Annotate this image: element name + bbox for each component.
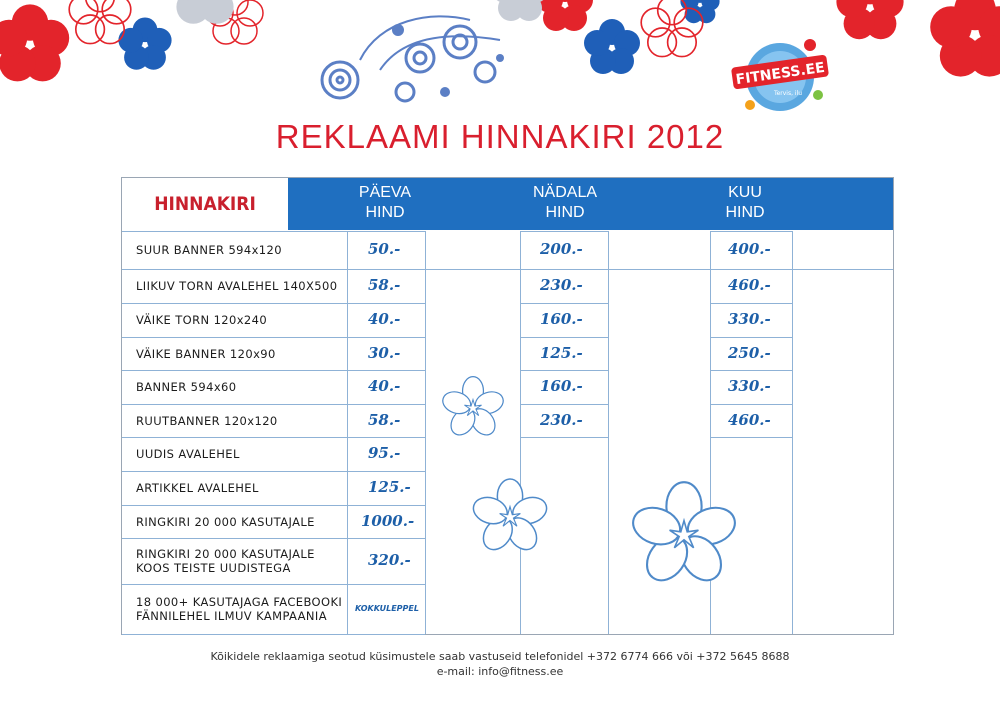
row-divider [710,370,792,371]
price-week: 125.- [540,343,583,362]
table-header-label: HINNAKIRI [122,178,289,230]
row-divider [122,337,347,338]
row-description-line: RUUTBANNER 120x120 [136,413,278,428]
row-description-line: 18 000+ KASUTAJAGA FACEBOOKI [136,595,343,609]
row-divider [347,269,425,270]
column-header-week: NÄDALA HIND [532,184,598,221]
price-week: 160.- [540,377,583,395]
floral-decoration [0,0,1000,120]
row-description-line: BANNER 594x60 [136,380,237,394]
row-divider [347,404,425,405]
price-day: KOKKULEPPEL [355,604,419,613]
row-divider [122,538,347,539]
row-divider [710,337,792,338]
price-week: 230.- [540,276,583,294]
row-divider [122,505,347,506]
row-description-line: FÄNNILEHEL ILMUV KAMPAANIA [136,609,327,623]
column-header-day: PÄEVA HIND [358,184,412,221]
row-divider [520,370,608,371]
row-description [136,243,282,257]
price-week: 230.- [540,410,583,429]
row-divider [520,303,608,304]
price-month: 460.- [728,276,771,294]
row-divider [122,269,347,270]
price-day: 58.- [368,410,401,429]
row-description [136,279,337,293]
price-week: 200.- [540,240,583,258]
row-description-line: RINGKIRI 20 000 KASUTAJALE [136,514,315,529]
row-description [136,380,236,394]
row-divider [520,231,608,232]
row-description-line: VÄIKE TORN 120x240 [136,313,268,327]
row-divider [122,584,347,585]
column-divider [347,231,348,634]
price-day: 320.- [368,551,411,569]
row-description [136,347,276,361]
row-divider [520,437,608,438]
column-divider [792,231,793,634]
footer-email: e-mail: info@fitness.ee [436,665,564,678]
footer-contact: Kõikidele reklaamiga seotud küsimustele saab vastuseid telefonidel +372 6774 666 või +372 5645 8688 [210,650,790,663]
svg-text:Tervis, ilu: Tervis, ilu [773,90,803,97]
row-description-line: SUUR BANNER 594x120 [136,243,282,257]
row-description [136,447,240,461]
row-divider [347,437,425,438]
row-divider [792,269,893,270]
row-divider [347,303,425,304]
row-divider [122,404,347,405]
price-month: 330.- [728,377,771,395]
price-day: 40.- [368,310,401,328]
row-divider [710,437,792,438]
row-divider [347,584,425,585]
column-divider [608,231,609,634]
row-divider [710,231,792,232]
price-day: 58.- [368,276,401,294]
row-divider [520,337,608,338]
price-month: 250.- [728,343,771,362]
row-divider [520,269,608,270]
row-description [136,313,267,327]
row-divider [347,370,425,371]
row-divider [122,303,347,304]
row-divider [710,404,792,405]
column-divider [520,231,521,634]
row-divider [710,303,792,304]
row-description-line: KOOS TEISTE UUDISTEGA [136,561,291,575]
row-divider [425,269,520,270]
row-description [136,595,342,623]
price-month: 400.- [728,240,771,258]
column-divider [425,231,426,634]
price-day: 40.- [368,377,401,395]
row-divider [122,471,347,472]
price-day: 125.- [368,478,411,496]
column-divider [710,231,711,634]
price-week: 160.- [540,310,583,328]
row-divider [520,404,608,405]
row-divider [347,231,425,232]
price-day: 95.- [368,444,401,462]
price-day: 1000.- [361,511,415,530]
row-divider [347,505,425,506]
row-description [136,515,315,529]
row-description-line: LIIKUV TORN AVALEHEL 140X500 [136,279,338,293]
row-description [136,481,259,495]
row-divider [347,538,425,539]
row-description [136,414,278,428]
row-divider [347,471,425,472]
row-description [136,547,315,575]
row-description-line: RINGKIRI 20 000 KASUTAJALE [136,547,315,561]
row-divider [710,269,792,270]
row-divider [122,437,347,438]
row-divider [608,269,710,270]
row-description-line: VÄIKE BANNER 120x90 [136,346,276,361]
price-month: 460.- [728,410,771,429]
column-header-month: KUU HIND [725,184,765,221]
price-day: 30.- [368,343,401,362]
row-divider [122,634,347,635]
page-title: REKLAAMI HINNAKIRI 2012 [275,118,725,155]
svg-text:FITNESS.EE: FITNESS.EE [734,59,826,89]
price-month: 330.- [728,310,771,328]
row-divider [122,231,347,232]
row-description-line: ARTIKKEL AVALEHEL [136,481,259,495]
row-divider [347,337,425,338]
row-divider [347,634,425,635]
price-day: 50.- [368,240,401,258]
fitness-logo [730,25,830,125]
row-description-line: UUDIS AVALEHEL [136,447,240,461]
row-divider [122,370,347,371]
